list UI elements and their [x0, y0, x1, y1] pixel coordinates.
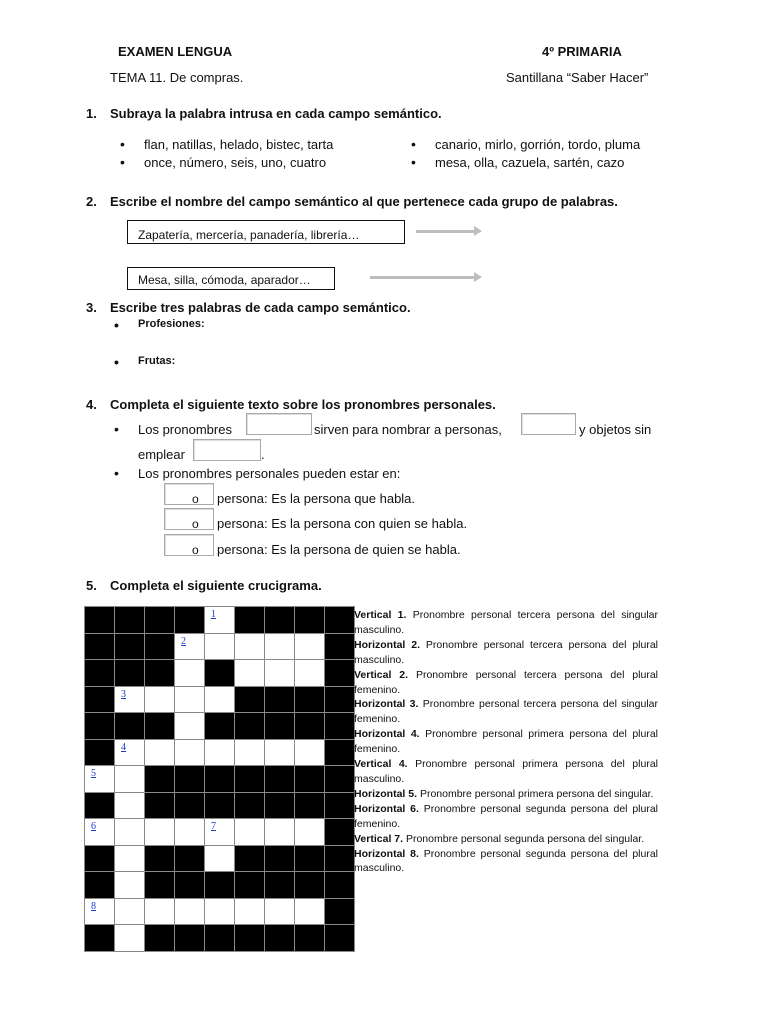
- crossword-block: [295, 872, 324, 898]
- crossword-block: [295, 687, 324, 713]
- exam-title: EXAMEN LENGUA: [118, 44, 233, 59]
- publisher-label: Santillana “Saber Hacer”: [506, 70, 649, 85]
- crossword-grid: [84, 606, 355, 952]
- crossword-clue-number[interactable]: 1: [211, 609, 216, 620]
- crossword-cell[interactable]: [145, 899, 174, 925]
- q4-line1-end: y objetos sin: [579, 422, 652, 437]
- clue-label: Vertical 4.: [354, 758, 408, 771]
- crossword-block: [325, 766, 354, 792]
- crossword-block: [145, 872, 174, 898]
- crossword-cell[interactable]: [295, 899, 324, 925]
- crossword-block: [145, 846, 174, 872]
- q2-word-group-text: Zapatería, mercería, panadería, librería…: [138, 228, 360, 242]
- clue-label: Horizontal 2.: [354, 638, 420, 651]
- crossword-block: [235, 925, 264, 951]
- grade-label: 4º PRIMARIA: [542, 44, 622, 59]
- crossword-cell[interactable]: [265, 660, 294, 686]
- crossword-block: [325, 687, 354, 713]
- crossword-block: [295, 713, 324, 739]
- q3-number: 3.: [86, 300, 97, 315]
- crossword-block: [145, 713, 174, 739]
- crossword-cell[interactable]: [175, 899, 204, 925]
- topic-label: TEMA 11. De compras.: [110, 70, 244, 85]
- crossword-block: [295, 766, 324, 792]
- crossword-cell[interactable]: [205, 687, 234, 713]
- q4-blank-field[interactable]: [521, 413, 576, 435]
- crossword-block: [145, 925, 174, 951]
- q4-person-item: o persona: Es la persona con quien se habla.: [217, 516, 467, 531]
- crossword-block: [325, 872, 354, 898]
- crossword-block: [145, 793, 174, 819]
- crossword-cell[interactable]: [235, 740, 264, 766]
- crossword-cell[interactable]: [115, 925, 144, 951]
- clue-label: Horizontal 8.: [354, 847, 419, 860]
- crossword-cell[interactable]: [295, 819, 324, 845]
- crossword-block: [145, 634, 174, 660]
- crossword-block: [205, 925, 234, 951]
- q1-number: 1.: [86, 106, 97, 121]
- crossword-cell[interactable]: [295, 634, 324, 660]
- q4-line1-start: • Los pronombres: [138, 422, 232, 437]
- clue-label: Vertical 1.: [354, 609, 407, 621]
- crossword-block: [115, 660, 144, 686]
- crossword-clue-number[interactable]: 2: [181, 635, 186, 647]
- crossword-cell[interactable]: [205, 634, 234, 660]
- crossword-block: [175, 925, 204, 951]
- q2-number: 2.: [86, 194, 97, 209]
- clue-label: Horizontal 3.: [354, 698, 419, 711]
- clue-text: Pronombre personal segunda persona del singular.: [405, 832, 645, 845]
- q1-list-item[interactable]: • canario, mirlo, gorrión, tordo, pluma: [435, 137, 640, 152]
- clue-text: Pronombre personal segunda persona del plural femenino.: [354, 802, 658, 830]
- crossword-cell[interactable]: [295, 660, 324, 686]
- clue-text: Pronombre personal tercera persona del plural masculino.: [354, 638, 658, 666]
- q1-list-item[interactable]: • once, número, seis, uno, cuatro: [144, 155, 326, 170]
- crossword-cell[interactable]: [145, 687, 174, 713]
- crossword-cell[interactable]: [235, 634, 264, 660]
- crossword-block: [205, 766, 234, 792]
- crossword-clue: [354, 757, 658, 787]
- crossword-cell[interactable]: [175, 660, 204, 686]
- crossword-cell[interactable]: [235, 899, 264, 925]
- arrow-icon: [370, 276, 474, 279]
- q4-line2-start: emplear: [138, 447, 185, 462]
- crossword-block: [295, 793, 324, 819]
- crossword-cell[interactable]: [265, 634, 294, 660]
- crossword-block: [205, 872, 234, 898]
- crossword-block: [115, 713, 144, 739]
- q4-blank-field[interactable]: [246, 413, 312, 435]
- crossword-clue: [354, 802, 658, 832]
- crossword-block: [235, 766, 264, 792]
- crossword-block: [85, 740, 114, 766]
- q4-line2-end: .: [261, 447, 265, 462]
- crossword-block: [325, 793, 354, 819]
- q4-person-blank[interactable]: [164, 534, 214, 556]
- q4-person-item: o persona: Es la persona que habla.: [217, 491, 415, 506]
- clue-text: Pronombre personal tercera persona del singular femenino.: [354, 698, 658, 726]
- q1-list-item[interactable]: • flan, natillas, helado, bistec, tarta: [144, 137, 333, 152]
- crossword-block: [265, 687, 294, 713]
- crossword-block: [115, 607, 144, 633]
- crossword-cell[interactable]: [115, 819, 144, 845]
- crossword-cell[interactable]: [265, 819, 294, 845]
- crossword-cell[interactable]: [115, 740, 144, 766]
- crossword-block: [115, 634, 144, 660]
- crossword-cell[interactable]: [115, 872, 144, 898]
- clue-text: Pronombre personal tercera persona del plural femenino.: [354, 668, 658, 696]
- crossword-cell[interactable]: [265, 740, 294, 766]
- crossword-block: [235, 846, 264, 872]
- crossword-block: [265, 793, 294, 819]
- crossword-clue-number[interactable]: 6: [91, 821, 96, 832]
- crossword-block: [175, 872, 204, 898]
- crossword-block: [175, 766, 204, 792]
- crossword-cell[interactable]: [205, 607, 234, 633]
- crossword-cell[interactable]: [85, 899, 114, 925]
- crossword-block: [265, 846, 294, 872]
- crossword-cell[interactable]: [235, 819, 264, 845]
- crossword-block: [85, 687, 114, 713]
- crossword-block: [205, 713, 234, 739]
- clue-text: Pronombre personal segunda persona del plural masculino.: [354, 847, 658, 875]
- crossword-cell[interactable]: [205, 819, 234, 845]
- crossword-cell[interactable]: [295, 740, 324, 766]
- q3-field-label: • Frutas:: [138, 355, 175, 367]
- crossword-block: [325, 925, 354, 951]
- crossword-cell[interactable]: [85, 819, 114, 845]
- clue-label: Horizontal 4.: [354, 728, 420, 741]
- crossword-cell[interactable]: [145, 740, 174, 766]
- crossword-block: [145, 607, 174, 633]
- crossword-block: [235, 713, 264, 739]
- crossword-cell[interactable]: [265, 899, 294, 925]
- q4-instruction: Completa el siguiente texto sobre los pronombres personales.: [110, 397, 496, 412]
- clue-text: Pronombre personal primera persona del plural masculino.: [354, 758, 658, 785]
- crossword-block: [265, 607, 294, 633]
- q5-number: 5.: [86, 578, 97, 593]
- crossword-block: [295, 607, 324, 633]
- crossword-block: [85, 846, 114, 872]
- crossword-block: [145, 660, 174, 686]
- clue-text: Pronombre personal primera persona del plural femenino.: [354, 728, 658, 756]
- crossword-clue: [354, 668, 658, 698]
- clue-label: Horizontal 6.: [354, 802, 419, 815]
- crossword-clue-number[interactable]: 8: [91, 900, 96, 912]
- crossword-block: [325, 660, 354, 686]
- crossword-block: [325, 634, 354, 660]
- clue-label: Horizontal 5.: [354, 787, 418, 800]
- q4-blank-field[interactable]: [193, 439, 261, 461]
- crossword-block: [85, 607, 114, 633]
- crossword-cell[interactable]: [175, 687, 204, 713]
- crossword-block: [205, 660, 234, 686]
- crossword-cell[interactable]: [145, 819, 174, 845]
- q1-list-item[interactable]: • mesa, olla, cazuela, sartén, cazo: [435, 155, 624, 170]
- crossword-block: [205, 793, 234, 819]
- crossword-cell[interactable]: [175, 634, 204, 660]
- crossword-block: [325, 819, 354, 845]
- crossword-block: [85, 872, 114, 898]
- clue-label: Vertical 7.: [354, 832, 404, 845]
- crossword-clue: [354, 638, 658, 668]
- crossword-block: [325, 846, 354, 872]
- crossword-clue: [354, 697, 658, 727]
- crossword-block: [235, 687, 264, 713]
- crossword-block: [85, 660, 114, 686]
- crossword-clue: [354, 847, 658, 877]
- crossword-block: [175, 793, 204, 819]
- clue-label: Vertical 2.: [354, 668, 409, 681]
- q4-number: 4.: [86, 397, 97, 412]
- crossword-cell[interactable]: [205, 740, 234, 766]
- q3-instruction: Escribe tres palabras de cada campo semántico.: [110, 300, 411, 315]
- crossword-block: [295, 846, 324, 872]
- crossword-clue-number[interactable]: 5: [91, 768, 96, 779]
- q2-instruction: Escribe el nombre del campo semántico al que pertenece cada grupo de palabras.: [110, 194, 618, 209]
- crossword-cell[interactable]: [175, 740, 204, 766]
- crossword-cell[interactable]: [175, 713, 204, 739]
- crossword-block: [265, 872, 294, 898]
- crossword-block: [235, 793, 264, 819]
- crossword-block: [85, 925, 114, 951]
- crossword-cell[interactable]: [85, 766, 114, 792]
- arrow-icon: [416, 230, 474, 233]
- crossword-block: [175, 607, 204, 633]
- crossword-block: [145, 766, 174, 792]
- crossword-block: [265, 925, 294, 951]
- crossword-cell[interactable]: [175, 819, 204, 845]
- q5-instruction: Completa el siguiente crucigrama.: [110, 578, 322, 593]
- crossword-cell[interactable]: [115, 846, 144, 872]
- crossword-block: [235, 872, 264, 898]
- q4-line1-middle: sirven para nombrar a personas,: [314, 422, 502, 437]
- q4-person-blank[interactable]: [164, 508, 214, 530]
- crossword-block: [325, 899, 354, 925]
- crossword-block: [85, 634, 114, 660]
- crossword-block: [85, 713, 114, 739]
- crossword-block: [295, 925, 324, 951]
- crossword-block: [175, 846, 204, 872]
- crossword-clue-number[interactable]: 3: [121, 688, 126, 700]
- q4-person-blank[interactable]: [164, 483, 214, 505]
- clue-text: Pronombre personal primera persona del singular.: [419, 787, 654, 800]
- q1-instruction: Subraya la palabra intrusa en cada campo semántico.: [110, 106, 442, 121]
- crossword-cell[interactable]: [205, 846, 234, 872]
- crossword-clue: [354, 787, 658, 802]
- crossword-cell[interactable]: [205, 899, 234, 925]
- q2-word-group-box: [127, 220, 405, 244]
- crossword-clue: [354, 608, 658, 638]
- crossword-clue-number[interactable]: 7: [211, 821, 216, 832]
- q4-person-item: o persona: Es la persona de quien se habla.: [217, 542, 461, 557]
- q2-word-group-text: Mesa, silla, cómoda, aparador…: [138, 273, 311, 287]
- crossword-clue: [354, 832, 658, 847]
- crossword-clues: [354, 608, 658, 876]
- crossword-clue-number[interactable]: 4: [121, 741, 126, 753]
- crossword-cell[interactable]: [115, 766, 144, 792]
- crossword-block: [325, 607, 354, 633]
- crossword-block: [235, 607, 264, 633]
- clue-text: Pronombre personal tercera persona del singular masculino.: [354, 609, 658, 636]
- crossword-cell[interactable]: [115, 687, 144, 713]
- crossword-cell[interactable]: [235, 660, 264, 686]
- crossword-block: [85, 793, 114, 819]
- crossword-block: [325, 713, 354, 739]
- q3-field-label: • Profesiones:: [138, 318, 205, 330]
- crossword-cell[interactable]: [115, 793, 144, 819]
- crossword-block: [325, 740, 354, 766]
- crossword-clue: [354, 727, 658, 757]
- crossword-block: [265, 713, 294, 739]
- q4-line3: • Los pronombres personales pueden estar en:: [138, 466, 400, 481]
- crossword-cell[interactable]: [115, 899, 144, 925]
- q2-word-group-box: [127, 267, 335, 290]
- crossword-block: [265, 766, 294, 792]
